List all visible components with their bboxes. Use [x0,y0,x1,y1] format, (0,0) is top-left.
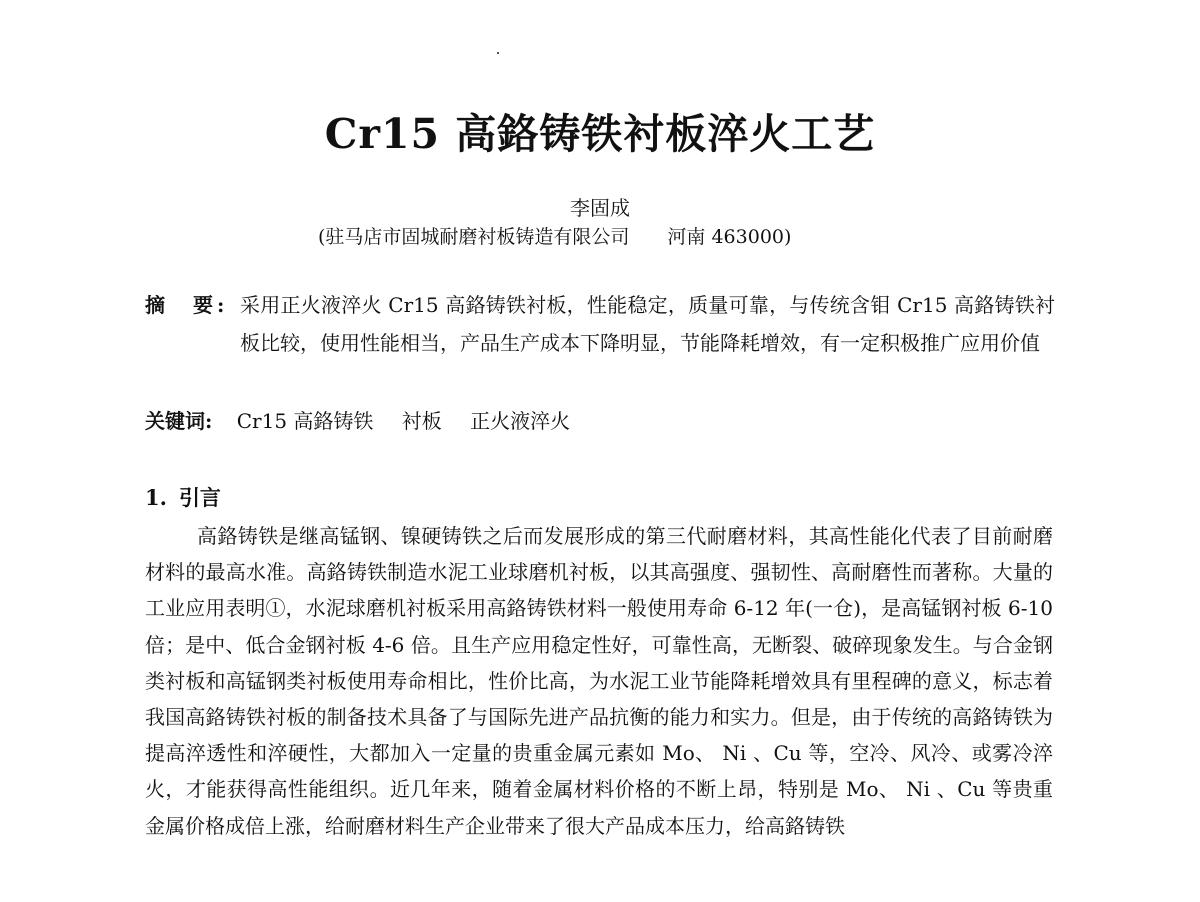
section-heading [145,481,221,515]
keywords [145,402,1055,440]
scan-speck [497,52,499,54]
abstract-label: 摘 要: [145,293,229,317]
paper-title: Cr15 高鉻铸铁衬板淬火工艺 [324,110,876,158]
keyword-item: 正火液淬火 [470,409,571,433]
keyword-item: Cr15 高鉻铸铁 [236,409,374,433]
section-title: 引言 [178,485,221,510]
author-name: 李固成 [570,196,630,220]
affiliation [318,223,918,251]
affiliation-address: 河南 463000) [667,226,792,248]
abstract-text: 采用正火液淬火 Cr15 高鉻铸铁衬板，性能稳定，质量可靠，与传统含钼 Cr15 高鉻铸铁衬板比较，使用性能相当，产品生产成本下降明显，节能降耗增效，有一定积极推广应用价值 [240,293,1055,355]
abstract [145,286,1055,362]
keyword-item: 衬板 [401,409,442,433]
section-number: 1. [145,485,167,510]
body-paragraph: 高鉻铸铁是继高锰钢、镍硬铸铁之后而发展形成的第三代耐磨材料，其高性能化代表了目前耐磨材料的最高水准。高鉻铸铁制造水泥工业球磨机衬板，以其高强度、强韧性、高耐磨性而著称。大量的工业应用表明①，水泥球磨机衬板采用高鉻铸铁材料一般使用寿命 6-12 年(一仓)，是高锰钢衬板 6-10 倍；是中、低合金钢衬板 4-6 倍。且生产应用稳定性好，可靠性高，无断裂、破碎现象发生。与合金钢类衬板和高锰钢类衬板使用寿命相比，性价比高，为水泥工业节能降耗增效具有里程碑的意义，标志着我国高鉻铸铁衬板的制备技术具备了与国际先进产品抗衡的能力和实力。但是，由于传统的高鉻铸铁为提高淬透性和淬硬性，大都加入一定量的贵重金属元素如 Mo、 Ni 、Cu 等，空冷、风冷、或雾冷淬火，才能获得高性能组织。近几年来，随着金属材料价格的不断上昂，特别是 Mo、 Ni 、Cu 等贵重金属价格成倍上涨，给耐磨材料生产企业带来了很大产品成本压力，给高鉻铸铁 [145,524,1053,838]
keywords-label: 关键词: [145,409,213,433]
affiliation-org: (驻马店市固城耐磨衬板铸造有限公司 [318,226,630,248]
